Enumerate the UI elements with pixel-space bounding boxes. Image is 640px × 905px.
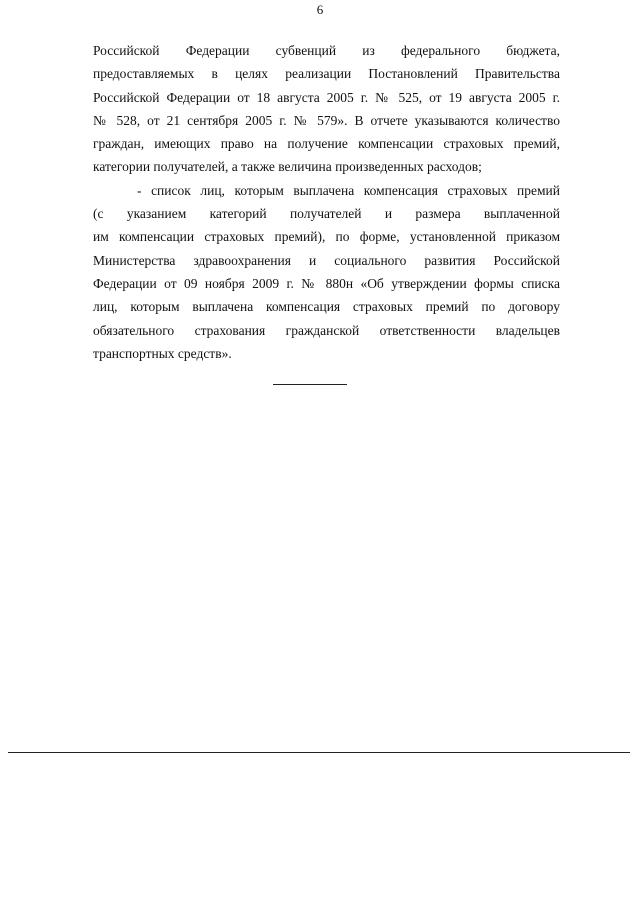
text-line: категории получателей, а также величина произведенных расходов; <box>93 159 482 175</box>
text-line: Российской Федерации субвенций из федерального бюджета, <box>93 43 560 58</box>
text-line: граждан, имеющих право на получение компенсации страховых премий, <box>93 136 560 152</box>
page-number: 6 <box>316 2 324 17</box>
text-line: - список лиц, которым выплачена компенсация страховых премий <box>137 182 560 198</box>
text-line: обязательного страхования гражданской ответственности владельцев <box>93 322 560 338</box>
text-line: лиц, которым выплачена компенсация страховых премий по договору <box>93 299 560 315</box>
footer-rule <box>8 752 630 753</box>
text-line: Российской Федерации от 18 августа 2005 г. № 525, от 19 августа 2005 г. <box>93 89 560 105</box>
text-line: № 528, от 21 сентября 2005 г. № 579». В отчете указываются количество <box>93 112 560 128</box>
document-body <box>93 39 560 365</box>
text-line: предоставляемых в целях реализации Постановлений Правительства <box>93 66 560 82</box>
end-separator-line <box>273 384 347 385</box>
text-line: Министерства здравоохранения и социального развития Российской <box>93 252 560 268</box>
text-line: (с указанием категорий получателей и размера выплаченной <box>93 206 560 222</box>
text-line: им компенсации страховых премий), по форме, установленной приказом <box>93 229 560 245</box>
text-line: транспортных средств». <box>93 345 232 361</box>
text-line: Федерации от 09 ноября 2009 г. № 880н «Об утверждении формы списка <box>93 275 560 291</box>
